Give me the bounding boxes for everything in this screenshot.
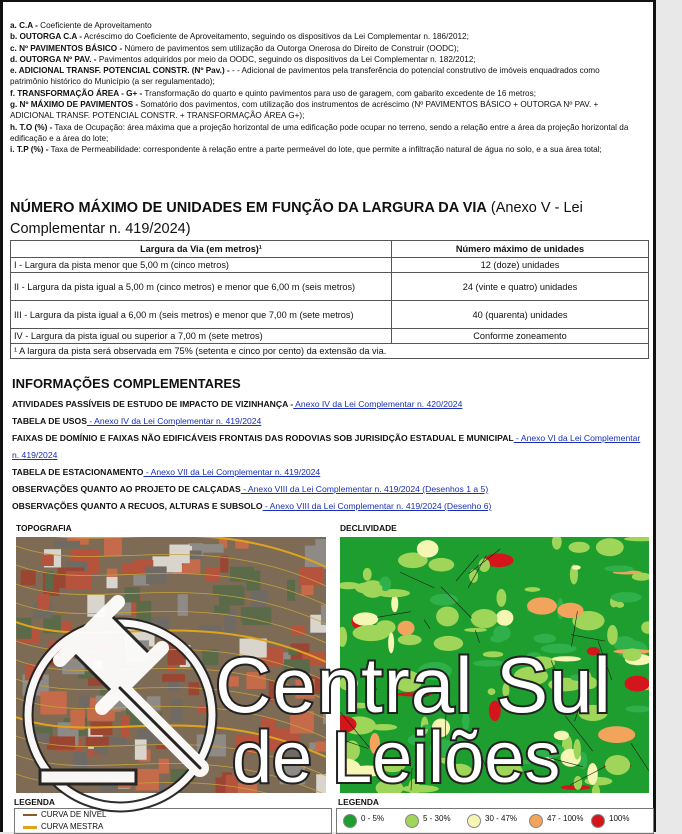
lot-boundary: [400, 572, 434, 588]
map-building: [121, 564, 144, 573]
map-building: [316, 774, 326, 793]
slope-patch: [625, 676, 649, 692]
lot-boundary: [377, 612, 411, 618]
curva-nivel-label: CURVA DE NÍVEL: [41, 810, 107, 819]
definition-term: a. C.A -: [10, 21, 38, 30]
definition-text: Pavimentos adquiridos por meio da OODC, seguindo os dispositivos da Lei Complementar n. 182/2012;: [97, 55, 476, 64]
slope-patch: [552, 537, 562, 550]
map-building: [168, 681, 179, 691]
slope-patch: [496, 610, 513, 626]
header-unidades: Número máximo de unidades: [392, 241, 649, 258]
watermark-line1: Central Sul: [215, 641, 612, 729]
map-building: [61, 786, 71, 793]
definition-item: [10, 122, 638, 145]
definition-item: [10, 43, 638, 54]
table-cell: Conforme zoneamento: [392, 329, 649, 344]
slope-patch: [528, 742, 564, 758]
decl-legend-title: LEGENDA: [338, 797, 379, 807]
slope-patch: [408, 735, 425, 745]
map-building: [168, 642, 186, 665]
map-building: [47, 736, 75, 749]
info-item: [12, 430, 644, 464]
slope-patch: [552, 656, 581, 661]
info-label: OBSERVAÇÕES QUANTO A RECUOS, ALTURAS E SUBSOLO: [12, 501, 263, 511]
table-cell: II - Largura da pista igual a 5,00 m (cinco metros) e menor que 6,00 m (seis metros): [11, 273, 392, 301]
slope-patch: [489, 700, 501, 721]
table-row: [11, 258, 649, 273]
info-item: [12, 396, 644, 413]
slope-patch: [624, 537, 649, 541]
lot-boundary: [424, 620, 430, 629]
info-item: [12, 498, 644, 515]
lot-boundary: [480, 753, 492, 778]
slope-patch: [422, 725, 431, 730]
slope-patch: [473, 660, 504, 667]
map-building: [40, 691, 66, 714]
slope-patch: [529, 760, 554, 764]
info-link[interactable]: - Anexo VIII da Lei Complementar n. 419/2024 (Desenhos 1 a 5): [241, 484, 488, 494]
units-title-bold: NÚMERO MÁXIMO DE UNIDADES EM FUNÇÃO DA LARGURA DA VIA: [10, 200, 487, 216]
slope-patch: [479, 558, 490, 572]
definition-item: [10, 20, 638, 31]
map-building: [147, 696, 161, 710]
definition-item: [10, 65, 638, 88]
info-link[interactable]: - Anexo VII da Lei Complementar n. 419/2024: [143, 467, 320, 477]
slope-patch: [408, 779, 419, 793]
map-building: [17, 618, 32, 639]
map-building: [42, 555, 54, 566]
slope-patch: [493, 625, 510, 640]
slope-patch: [488, 688, 496, 695]
slope-patch: [592, 785, 600, 793]
slope-patch: [471, 609, 498, 628]
map-building: [261, 718, 275, 735]
map-building: [102, 625, 115, 644]
slope-patch: [554, 731, 569, 740]
map-building: [96, 696, 107, 702]
slope-patch: [355, 582, 382, 594]
slope-patch: [596, 538, 624, 556]
slope-patch: [432, 719, 450, 738]
slope-patch: [641, 621, 649, 633]
watermark-line2: de Leilões: [232, 718, 560, 798]
slope-patch: [428, 558, 454, 572]
definition-text: Taxa de Permeabilidade: correspondente à relação entre a parte permeável do lote, que permite a infiltração natural de água no solo, e a sua área total;: [49, 145, 602, 154]
slope-patch: [496, 589, 506, 607]
slope-patch: [557, 603, 583, 618]
info-title: INFORMAÇÕES COMPLEMENTARES: [12, 376, 241, 391]
definition-term: b. OUTORGA C.A -: [10, 32, 82, 41]
map-building: [127, 640, 149, 662]
slope-patch: [398, 621, 415, 636]
map-building: [284, 659, 310, 675]
map-building: [171, 769, 194, 783]
map-building: [230, 567, 254, 582]
slope-patch: [434, 636, 463, 651]
table-cell: I - Largura da pista menor que 5,00 m (cinco metros): [11, 258, 392, 273]
slope-patch: [363, 568, 372, 581]
slope-patch: [396, 692, 432, 696]
definition-term: c. Nº PAVIMENTOS BÁSICO -: [10, 44, 122, 53]
units-section-title: [10, 198, 640, 240]
definition-text: Taxa de Ocupação: área máxima que a projeção horizontal de uma edificação pode ocupar no terreno, sendo a relação entre a área da projeção horizontal da edificação e a área do lote;: [10, 123, 628, 143]
map-building: [125, 587, 140, 602]
map-building: [169, 545, 189, 564]
lot-boundary: [631, 743, 649, 779]
info-list: [12, 396, 644, 515]
table-footnote-row: [11, 344, 649, 359]
legend-swatch: [591, 814, 605, 828]
slope-patch: [436, 607, 459, 627]
curva-mestra-swatch: [23, 826, 37, 829]
slope-patch: [340, 676, 358, 690]
slope-patch: [525, 587, 541, 592]
definition-term: f. TRANSFORMAÇÃO ÁREA - G+ -: [10, 89, 142, 98]
lot-boundary: [598, 641, 612, 681]
slope-patch: [495, 762, 523, 780]
info-item: [12, 464, 644, 481]
lot-boundary: [368, 689, 377, 696]
slope-patch: [605, 755, 630, 775]
map-building: [269, 681, 283, 702]
definition-term: h. T.O (%) -: [10, 123, 52, 132]
slope-patch: [527, 597, 557, 614]
topo-legend: [14, 808, 332, 834]
map-building: [236, 783, 257, 793]
map-building: [49, 641, 62, 654]
table-cell: IV - Largura da pista igual ou superior a 7,00 m (sete metros): [11, 329, 392, 344]
map-building: [30, 733, 49, 743]
slope-patch: [379, 757, 406, 772]
map-building: [220, 556, 228, 572]
legend-label: 47 - 100%: [547, 814, 583, 823]
definition-term: e. ADICIONAL TRANSF. POTENCIAL CONSTR. (Nº Pav.) -: [10, 66, 230, 75]
slope-patch: [340, 627, 347, 647]
map-building: [315, 741, 326, 751]
legend-label: 5 - 30%: [423, 814, 451, 823]
map-building: [55, 541, 80, 547]
table-row: [11, 301, 649, 329]
map-building: [226, 676, 239, 686]
map-building: [178, 594, 188, 616]
units-table: [10, 240, 649, 359]
curva-mestra-label: CURVA MESTRA: [41, 822, 103, 831]
slope-patch: [394, 671, 421, 692]
slope-patch: [350, 703, 369, 709]
legend-swatch: [343, 814, 357, 828]
definition-text: Acréscimo do Coeficiente de Aproveitamento, seguindo os dispositivos da Lei Complementar n. 186/2012;: [82, 32, 469, 41]
definition-term: g. Nº MÁXIMO DE PAVIMENTOS -: [10, 100, 138, 109]
table-cell: III - Largura da pista igual a 6,00 m (seis metros) e menor que 7,00 m (sete metros): [11, 301, 392, 329]
legend-label: 30 - 47%: [485, 814, 517, 823]
map-building: [319, 696, 326, 706]
slope-patch: [353, 612, 379, 625]
curva-nivel-swatch: [23, 814, 37, 816]
slope-patch: [462, 710, 470, 731]
definition-item: [10, 54, 638, 65]
map-building: [73, 752, 87, 771]
map-building: [66, 571, 92, 589]
slope-patch: [578, 705, 607, 721]
slope-patch: [580, 670, 592, 690]
info-link[interactable]: Anexo IV da Lei Complementar n. 420/2024: [293, 399, 462, 409]
scrollbar[interactable]: [660, 0, 682, 832]
map-building: [162, 674, 185, 682]
slope-patch: [502, 683, 509, 698]
topo-label: TOPOGRAFIA: [16, 523, 72, 533]
slope-patch: [533, 634, 556, 643]
definition-term: d. OUTORGA Nº PAV. -: [10, 55, 97, 64]
map-building: [86, 737, 109, 747]
map-building: [62, 659, 84, 674]
slope-patch: [587, 647, 600, 655]
map-building: [93, 661, 102, 669]
slope-patch: [598, 726, 635, 743]
legend-label: 0 - 5%: [361, 814, 384, 823]
slope-patch: [388, 632, 394, 653]
decl-label: DECLIVIDADE: [340, 523, 397, 533]
map-building: [106, 577, 117, 588]
table-row: [11, 329, 649, 344]
map-building: [146, 566, 167, 584]
map-building: [21, 570, 36, 585]
map-building: [38, 594, 49, 609]
definition-text: Número de pavimentos sem utilização da Outorga Onerosa do Direito de Construir (OODC);: [122, 44, 459, 53]
definition-text: - - Adicional de pavimentos pela transferência do potencial construtivo de imóveis enquadrados como patrimônio histórico do Município (a ser regulamentado);: [10, 66, 600, 86]
legend-swatch: [529, 814, 543, 828]
map-building: [59, 729, 75, 735]
map-building: [90, 722, 112, 735]
decl-legend: [336, 808, 654, 834]
slope-patch: [574, 776, 583, 790]
lot-boundary: [475, 630, 479, 643]
map-building: [202, 544, 223, 552]
slope-patch: [569, 542, 590, 553]
slope-patch: [430, 739, 459, 758]
map-building: [300, 567, 324, 585]
slope-patch: [611, 592, 642, 602]
legend-swatch: [467, 814, 481, 828]
slope-map: [340, 537, 649, 793]
map-building: [104, 537, 122, 556]
slope-patch: [370, 724, 397, 730]
map-building: [323, 706, 326, 724]
definition-item: [10, 31, 638, 42]
units-title-rest: (Anexo V - Lei Complementar n. 419/2024): [10, 200, 583, 237]
slope-patch: [625, 705, 649, 712]
info-link[interactable]: - Anexo VIII da Lei Complementar n. 419/2024 (Desenho 6): [263, 501, 492, 511]
slope-patch: [376, 780, 404, 793]
slope-patch: [607, 625, 618, 645]
slope-patch: [344, 741, 360, 761]
map-building: [315, 539, 326, 555]
info-label: OBSERVAÇÕES QUANTO AO PROJETO DE CALÇADAS: [12, 484, 241, 494]
definition-text: Transformação do quarto e quinto pavimentos para uso de garagem, com gabarito excedente de 16 metros;: [142, 89, 536, 98]
map-building: [251, 704, 262, 714]
slope-patch: [370, 733, 380, 754]
map-building: [236, 735, 260, 753]
map-building: [213, 585, 242, 595]
slope-patch: [615, 602, 624, 608]
map-building: [226, 775, 238, 793]
map-building: [136, 769, 159, 791]
definition-term: i. T.P (%) -: [10, 145, 49, 154]
legend-label: 100%: [609, 814, 629, 823]
slope-patch: [483, 651, 503, 657]
slope-patch: [573, 739, 581, 760]
definitions-list: [10, 20, 638, 156]
slope-patch: [353, 625, 390, 641]
map-building: [252, 590, 268, 609]
map-building: [246, 672, 266, 689]
info-label: FAIXAS DE DOMÍNIO E FAIXAS NÃO EDIFICÁVEIS FRONTAIS DAS RODOVIAS SOB JURISIDÇÃO ESTADUAL E MUNICIPAL: [12, 433, 514, 443]
definition-item: [10, 99, 638, 122]
info-label: ATIVIDADES PASSÍVEIS DE ESTUDO DE IMPACTO DE VIZINHANÇA -: [12, 399, 293, 409]
map-building: [79, 696, 90, 708]
info-link[interactable]: - Anexo VI da Lei Complementar n. 419/2024: [12, 433, 640, 460]
slope-patch: [398, 635, 422, 646]
map-building: [45, 571, 53, 590]
slope-patch: [391, 595, 398, 612]
definition-item: [10, 88, 638, 99]
slope-patch: [604, 565, 634, 572]
definition-text: Coeficiente de Aproveitamento: [38, 21, 152, 30]
map-building: [107, 569, 118, 578]
table-cell: 24 (vinte e quatro) unidades: [392, 273, 649, 301]
map-building: [214, 606, 230, 613]
table-row: [11, 273, 649, 301]
topography-map: [16, 537, 326, 793]
table-cell: 40 (quarenta) unidades: [392, 301, 649, 329]
contour-line: [16, 584, 326, 624]
slope-patch: [514, 667, 548, 686]
table-footnote: ¹ A largura da pista será observada em 75% (setenta e cinco por cento) da extensão da via.: [11, 344, 649, 359]
topo-legend-title: LEGENDA: [14, 797, 55, 807]
slope-patch: [541, 644, 577, 654]
definition-text: Somatório dos pavimentos, com utilização dos instrumentos de acréscimo (Nº PAVIMENTOS BÁSICO + OUTORGA Nº PAV. + ADICIONAL TRANSF. POTENCIAL CONSTR. + TRANSFORMAÇÃO ÁREA G+);: [10, 100, 598, 120]
slope-patch: [623, 648, 642, 661]
info-link[interactable]: - Anexo IV da Lei Complementar n. 419/2024: [87, 416, 261, 426]
slope-patch: [401, 785, 439, 793]
map-building: [188, 682, 199, 695]
slope-patch: [587, 763, 597, 785]
lot-boundary: [571, 635, 605, 641]
map-building: [174, 790, 182, 793]
slope-patch: [572, 565, 581, 570]
info-item: [12, 413, 644, 430]
slope-patch: [447, 764, 472, 780]
slope-patch: [417, 540, 439, 557]
header-largura: Largura da Via (em metros)¹: [11, 241, 392, 258]
info-label: TABELA DE USOS: [12, 416, 87, 426]
definition-item: [10, 144, 638, 155]
slope-patch: [469, 569, 478, 583]
slope-patch: [418, 662, 452, 680]
map-building: [135, 739, 147, 759]
table-cell: 12 (doze) unidades: [392, 258, 649, 273]
map-building: [240, 639, 267, 658]
map-building: [290, 711, 314, 733]
info-item: [12, 481, 644, 498]
legend-swatch: [405, 814, 419, 828]
map-building: [171, 699, 182, 721]
info-label: TABELA DE ESTACIONAMENTO: [12, 467, 143, 477]
map-building: [159, 759, 169, 774]
